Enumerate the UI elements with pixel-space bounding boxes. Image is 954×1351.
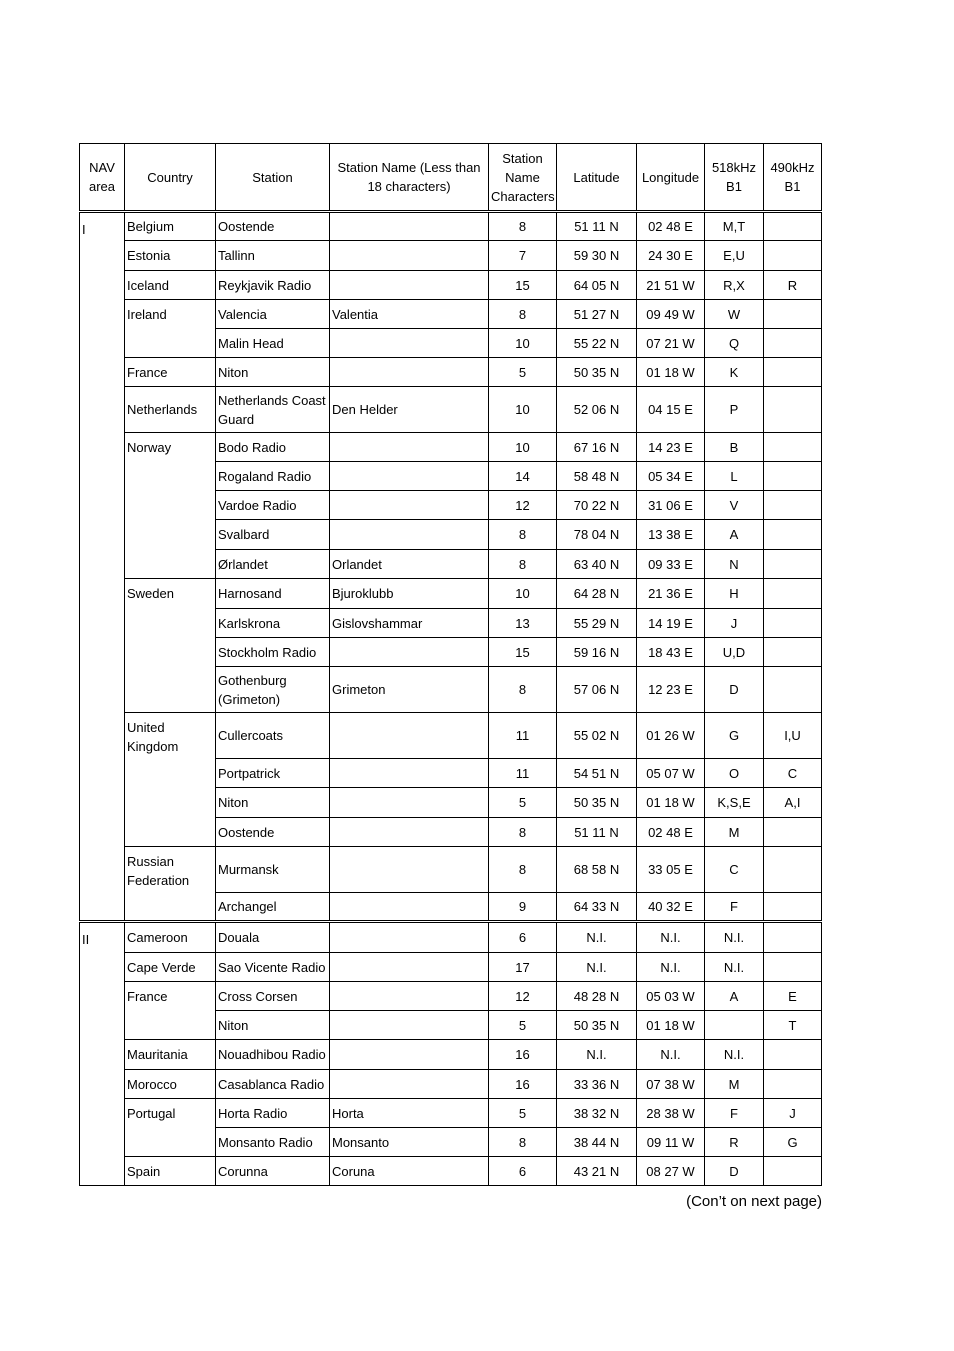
cell-station: Reykjavik Radio xyxy=(216,271,330,300)
cell-518khz-b1: R,X xyxy=(705,271,764,300)
cell-518khz-b1: A xyxy=(705,982,764,1011)
cell-latitude: 55 22 N xyxy=(557,329,637,358)
cell-country: Portugal xyxy=(125,1099,216,1157)
cell-country: France xyxy=(125,358,216,387)
cell-518khz-b1: N xyxy=(705,550,764,579)
cell-longitude: 13 38 E xyxy=(637,520,705,550)
cell-latitude: 78 04 N xyxy=(557,520,637,550)
cell-country: Ireland xyxy=(125,300,216,358)
cell-490khz-b1: C xyxy=(764,759,822,788)
cell-station: Monsanto Radio xyxy=(216,1128,330,1157)
header-station-name-characters: Station Name Characters xyxy=(489,144,557,212)
cell-station-name xyxy=(330,759,489,788)
cell-latitude: 55 29 N xyxy=(557,609,637,638)
cell-station-name xyxy=(330,1070,489,1099)
cell-latitude: 70 22 N xyxy=(557,491,637,520)
cell-490khz-b1 xyxy=(764,893,822,922)
table-row xyxy=(80,358,822,387)
cell-490khz-b1: J xyxy=(764,1099,822,1128)
table-row xyxy=(80,241,822,271)
navtex-station-table xyxy=(79,143,822,1186)
cell-station-name: Coruna xyxy=(330,1157,489,1186)
table-body xyxy=(80,212,822,1186)
cell-country: Spain xyxy=(125,1157,216,1186)
cell-518khz-b1: M xyxy=(705,1070,764,1099)
cell-station: Rogaland Radio xyxy=(216,462,330,491)
cell-latitude: 59 16 N xyxy=(557,638,637,667)
cell-latitude: 51 27 N xyxy=(557,300,637,329)
cell-country: Norway xyxy=(125,433,216,579)
cell-latitude: 63 40 N xyxy=(557,550,637,579)
cell-station: Nouadhibou Radio xyxy=(216,1040,330,1070)
cell-country: Estonia xyxy=(125,241,216,271)
cell-station-name: Grimeton xyxy=(330,667,489,713)
cell-station-name-characters: 15 xyxy=(489,638,557,667)
cell-station-name xyxy=(330,241,489,271)
cell-490khz-b1 xyxy=(764,818,822,847)
cell-518khz-b1: K,S,E xyxy=(705,788,764,818)
cell-station: Sao Vicente Radio xyxy=(216,953,330,982)
cell-longitude: 28 38 W xyxy=(637,1099,705,1128)
cell-490khz-b1 xyxy=(764,520,822,550)
cell-station-name-characters: 16 xyxy=(489,1070,557,1099)
cell-518khz-b1: H xyxy=(705,579,764,609)
cell-country: France xyxy=(125,982,216,1040)
table-row xyxy=(80,953,822,982)
cell-station: Horta Radio xyxy=(216,1099,330,1128)
cell-latitude: 43 21 N xyxy=(557,1157,637,1186)
cell-station-name-characters: 15 xyxy=(489,271,557,300)
cell-latitude: 38 44 N xyxy=(557,1128,637,1157)
cell-station: Casablanca Radio xyxy=(216,1070,330,1099)
cell-longitude: 02 48 E xyxy=(637,212,705,241)
table-row xyxy=(80,1070,822,1099)
cell-latitude: 50 35 N xyxy=(557,358,637,387)
cell-station: Stockholm Radio xyxy=(216,638,330,667)
cell-station-name-characters: 5 xyxy=(489,1011,557,1040)
cell-station-name-characters: 9 xyxy=(489,893,557,922)
cell-station-name xyxy=(330,922,489,953)
cell-longitude: N.I. xyxy=(637,1040,705,1070)
cell-518khz-b1: C xyxy=(705,847,764,893)
cell-longitude: 24 30 E xyxy=(637,241,705,271)
cell-station: Tallinn xyxy=(216,241,330,271)
cell-longitude: 05 34 E xyxy=(637,462,705,491)
cell-station-name-characters: 6 xyxy=(489,922,557,953)
cell-518khz-b1: F xyxy=(705,1099,764,1128)
cell-490khz-b1 xyxy=(764,212,822,241)
cell-longitude: 02 48 E xyxy=(637,818,705,847)
cell-490khz-b1 xyxy=(764,609,822,638)
cell-station-name: Bjuroklubb xyxy=(330,579,489,609)
cell-station-name-characters: 17 xyxy=(489,953,557,982)
cell-490khz-b1: T xyxy=(764,1011,822,1040)
cell-latitude: 51 11 N xyxy=(557,212,637,241)
cell-latitude: 52 06 N xyxy=(557,387,637,433)
cell-station: Archangel xyxy=(216,893,330,922)
cell-longitude: N.I. xyxy=(637,953,705,982)
cell-country: Cameroon xyxy=(125,922,216,953)
cell-518khz-b1: J xyxy=(705,609,764,638)
cell-station: Niton xyxy=(216,358,330,387)
cell-518khz-b1: R xyxy=(705,1128,764,1157)
cell-518khz-b1 xyxy=(705,1011,764,1040)
cell-country: Belgium xyxy=(125,212,216,241)
cell-station-name xyxy=(330,329,489,358)
cell-490khz-b1 xyxy=(764,953,822,982)
cell-490khz-b1 xyxy=(764,579,822,609)
cell-latitude: 54 51 N xyxy=(557,759,637,788)
cell-longitude: 12 23 E xyxy=(637,667,705,713)
cell-490khz-b1: E xyxy=(764,982,822,1011)
cell-station-name xyxy=(330,212,489,241)
cell-longitude: 07 38 W xyxy=(637,1070,705,1099)
cell-station-name-characters: 10 xyxy=(489,579,557,609)
cell-station-name-characters: 10 xyxy=(489,387,557,433)
cell-490khz-b1 xyxy=(764,358,822,387)
cell-longitude: 09 33 E xyxy=(637,550,705,579)
cell-station-name xyxy=(330,462,489,491)
cell-518khz-b1: O xyxy=(705,759,764,788)
cell-station: Ørlandet xyxy=(216,550,330,579)
cell-latitude: N.I. xyxy=(557,1040,637,1070)
cell-station-name-characters: 10 xyxy=(489,433,557,462)
cell-station: Vardoe Radio xyxy=(216,491,330,520)
cell-longitude: 21 51 W xyxy=(637,271,705,300)
cell-station: Harnosand xyxy=(216,579,330,609)
table-row xyxy=(80,1157,822,1186)
cell-490khz-b1: R xyxy=(764,271,822,300)
cell-518khz-b1: W xyxy=(705,300,764,329)
cell-518khz-b1: N.I. xyxy=(705,1040,764,1070)
cell-longitude: 09 49 W xyxy=(637,300,705,329)
table-row xyxy=(80,271,822,300)
cell-station: Corunna xyxy=(216,1157,330,1186)
header-country: Country xyxy=(125,144,216,212)
cell-490khz-b1 xyxy=(764,550,822,579)
cell-station: Malin Head xyxy=(216,329,330,358)
cell-station-name xyxy=(330,491,489,520)
cell-518khz-b1: Q xyxy=(705,329,764,358)
cell-station-name-characters: 8 xyxy=(489,1128,557,1157)
table-row xyxy=(80,579,822,609)
cell-station: Oostende xyxy=(216,818,330,847)
cell-longitude: 05 03 W xyxy=(637,982,705,1011)
cell-518khz-b1: A xyxy=(705,520,764,550)
header-longitude: Longitude xyxy=(637,144,705,212)
cell-longitude: 04 15 E xyxy=(637,387,705,433)
cell-490khz-b1 xyxy=(764,241,822,271)
table-row xyxy=(80,713,822,759)
cell-518khz-b1: G xyxy=(705,713,764,759)
continued-note: (Con’t on next page) xyxy=(686,1193,822,1210)
cell-station-name-characters: 8 xyxy=(489,520,557,550)
cell-station-name: Den Helder xyxy=(330,387,489,433)
cell-longitude: 31 06 E xyxy=(637,491,705,520)
cell-longitude: 01 26 W xyxy=(637,713,705,759)
cell-518khz-b1: U,D xyxy=(705,638,764,667)
cell-longitude: 40 32 E xyxy=(637,893,705,922)
cell-longitude: 14 19 E xyxy=(637,609,705,638)
cell-latitude: 38 32 N xyxy=(557,1099,637,1128)
cell-518khz-b1: L xyxy=(705,462,764,491)
cell-518khz-b1: K xyxy=(705,358,764,387)
cell-station: Murmansk xyxy=(216,847,330,893)
cell-latitude: 67 16 N xyxy=(557,433,637,462)
cell-station: Valencia xyxy=(216,300,330,329)
cell-518khz-b1: V xyxy=(705,491,764,520)
cell-490khz-b1 xyxy=(764,329,822,358)
cell-station-name-characters: 8 xyxy=(489,667,557,713)
cell-station-name-characters: 11 xyxy=(489,713,557,759)
cell-station-name xyxy=(330,818,489,847)
cell-station-name-characters: 7 xyxy=(489,241,557,271)
header-row xyxy=(80,144,822,212)
cell-latitude: N.I. xyxy=(557,953,637,982)
cell-490khz-b1 xyxy=(764,387,822,433)
cell-station-name-characters: 5 xyxy=(489,358,557,387)
cell-station: Karlskrona xyxy=(216,609,330,638)
header-latitude: Latitude xyxy=(557,144,637,212)
cell-518khz-b1: P xyxy=(705,387,764,433)
cell-station: Gothenburg (Grimeton) xyxy=(216,667,330,713)
cell-country: United Kingdom xyxy=(125,713,216,847)
cell-station-name xyxy=(330,1011,489,1040)
table-row xyxy=(80,1099,822,1128)
cell-station-name xyxy=(330,982,489,1011)
cell-518khz-b1: N.I. xyxy=(705,922,764,953)
cell-518khz-b1: D xyxy=(705,667,764,713)
table-row xyxy=(80,922,822,953)
cell-station: Netherlands Coast Guard xyxy=(216,387,330,433)
cell-518khz-b1: B xyxy=(705,433,764,462)
cell-station-name: Monsanto xyxy=(330,1128,489,1157)
cell-country: Cape Verde xyxy=(125,953,216,982)
cell-country: Iceland xyxy=(125,271,216,300)
cell-latitude: 50 35 N xyxy=(557,788,637,818)
table-row xyxy=(80,212,822,241)
cell-station: Svalbard xyxy=(216,520,330,550)
cell-490khz-b1 xyxy=(764,638,822,667)
cell-country: Netherlands xyxy=(125,387,216,433)
cell-latitude: 50 35 N xyxy=(557,1011,637,1040)
cell-longitude: N.I. xyxy=(637,922,705,953)
cell-station: Bodo Radio xyxy=(216,433,330,462)
cell-station: Douala xyxy=(216,922,330,953)
cell-nav-area: II xyxy=(80,922,125,1186)
cell-station-name xyxy=(330,788,489,818)
cell-station-name-characters: 5 xyxy=(489,1099,557,1128)
header-station: Station xyxy=(216,144,330,212)
cell-station-name-characters: 8 xyxy=(489,550,557,579)
cell-station: Oostende xyxy=(216,212,330,241)
cell-station-name xyxy=(330,893,489,922)
cell-518khz-b1: N.I. xyxy=(705,953,764,982)
cell-490khz-b1: G xyxy=(764,1128,822,1157)
cell-longitude: 01 18 W xyxy=(637,358,705,387)
cell-station-name-characters: 8 xyxy=(489,212,557,241)
header-station-name: Station Name (Less than 18 characters) xyxy=(330,144,489,212)
cell-station-name-characters: 10 xyxy=(489,329,557,358)
cell-station: Portpatrick xyxy=(216,759,330,788)
cell-station-name xyxy=(330,520,489,550)
cell-station-name: Horta xyxy=(330,1099,489,1128)
cell-country: Mauritania xyxy=(125,1040,216,1070)
cell-longitude: 33 05 E xyxy=(637,847,705,893)
cell-station-name xyxy=(330,358,489,387)
cell-518khz-b1: M xyxy=(705,818,764,847)
cell-490khz-b1 xyxy=(764,491,822,520)
cell-latitude: 51 11 N xyxy=(557,818,637,847)
header-518khz-b1: 518kHz B1 xyxy=(705,144,764,212)
cell-longitude: 01 18 W xyxy=(637,788,705,818)
table-row xyxy=(80,847,822,893)
header-nav-area: NAV area xyxy=(80,144,125,212)
cell-latitude: 64 05 N xyxy=(557,271,637,300)
table-row xyxy=(80,1040,822,1070)
cell-longitude: 01 18 W xyxy=(637,1011,705,1040)
cell-longitude: 18 43 E xyxy=(637,638,705,667)
cell-490khz-b1 xyxy=(764,1070,822,1099)
cell-station-name-characters: 8 xyxy=(489,300,557,329)
cell-490khz-b1 xyxy=(764,1040,822,1070)
table-row xyxy=(80,387,822,433)
cell-490khz-b1 xyxy=(764,847,822,893)
cell-station-name xyxy=(330,638,489,667)
cell-longitude: 21 36 E xyxy=(637,579,705,609)
cell-station-name-characters: 12 xyxy=(489,982,557,1011)
cell-station-name xyxy=(330,953,489,982)
cell-490khz-b1 xyxy=(764,1157,822,1186)
cell-518khz-b1: E,U xyxy=(705,241,764,271)
cell-station: Cullercoats xyxy=(216,713,330,759)
cell-longitude: 14 23 E xyxy=(637,433,705,462)
header-490khz-b1: 490kHz B1 xyxy=(764,144,822,212)
cell-station-name xyxy=(330,1040,489,1070)
cell-station-name xyxy=(330,847,489,893)
cell-longitude: 09 11 W xyxy=(637,1128,705,1157)
cell-490khz-b1 xyxy=(764,433,822,462)
cell-latitude: 64 28 N xyxy=(557,579,637,609)
cell-518khz-b1: D xyxy=(705,1157,764,1186)
cell-country: Morocco xyxy=(125,1070,216,1099)
cell-station-name: Valentia xyxy=(330,300,489,329)
cell-longitude: 07 21 W xyxy=(637,329,705,358)
cell-latitude: 68 58 N xyxy=(557,847,637,893)
cell-station-name-characters: 6 xyxy=(489,1157,557,1186)
cell-station-name-characters: 5 xyxy=(489,788,557,818)
cell-latitude: 33 36 N xyxy=(557,1070,637,1099)
cell-station-name-characters: 16 xyxy=(489,1040,557,1070)
cell-station-name-characters: 13 xyxy=(489,609,557,638)
cell-518khz-b1: F xyxy=(705,893,764,922)
cell-station-name-characters: 14 xyxy=(489,462,557,491)
cell-station-name: Orlandet xyxy=(330,550,489,579)
cell-longitude: 08 27 W xyxy=(637,1157,705,1186)
cell-station: Niton xyxy=(216,1011,330,1040)
cell-country: Sweden xyxy=(125,579,216,713)
cell-station-name xyxy=(330,271,489,300)
cell-station-name xyxy=(330,433,489,462)
cell-latitude: 58 48 N xyxy=(557,462,637,491)
cell-latitude: 57 06 N xyxy=(557,667,637,713)
cell-latitude: 55 02 N xyxy=(557,713,637,759)
cell-station-name-characters: 12 xyxy=(489,491,557,520)
cell-490khz-b1: A,I xyxy=(764,788,822,818)
cell-station-name: Gislovshammar xyxy=(330,609,489,638)
cell-station-name-characters: 8 xyxy=(489,847,557,893)
cell-490khz-b1 xyxy=(764,922,822,953)
cell-518khz-b1: M,T xyxy=(705,212,764,241)
cell-station: Cross Corsen xyxy=(216,982,330,1011)
cell-latitude: 64 33 N xyxy=(557,893,637,922)
cell-490khz-b1 xyxy=(764,462,822,491)
cell-490khz-b1 xyxy=(764,300,822,329)
cell-station-name xyxy=(330,713,489,759)
cell-station: Niton xyxy=(216,788,330,818)
table-row xyxy=(80,433,822,462)
table-row xyxy=(80,300,822,329)
cell-station-name-characters: 8 xyxy=(489,818,557,847)
cell-490khz-b1: I,U xyxy=(764,713,822,759)
table-row xyxy=(80,982,822,1011)
cell-station-name-characters: 11 xyxy=(489,759,557,788)
cell-nav-area: I xyxy=(80,212,125,922)
cell-latitude: N.I. xyxy=(557,922,637,953)
cell-country: Russian Federation xyxy=(125,847,216,922)
cell-longitude: 05 07 W xyxy=(637,759,705,788)
cell-490khz-b1 xyxy=(764,667,822,713)
cell-latitude: 48 28 N xyxy=(557,982,637,1011)
cell-latitude: 59 30 N xyxy=(557,241,637,271)
